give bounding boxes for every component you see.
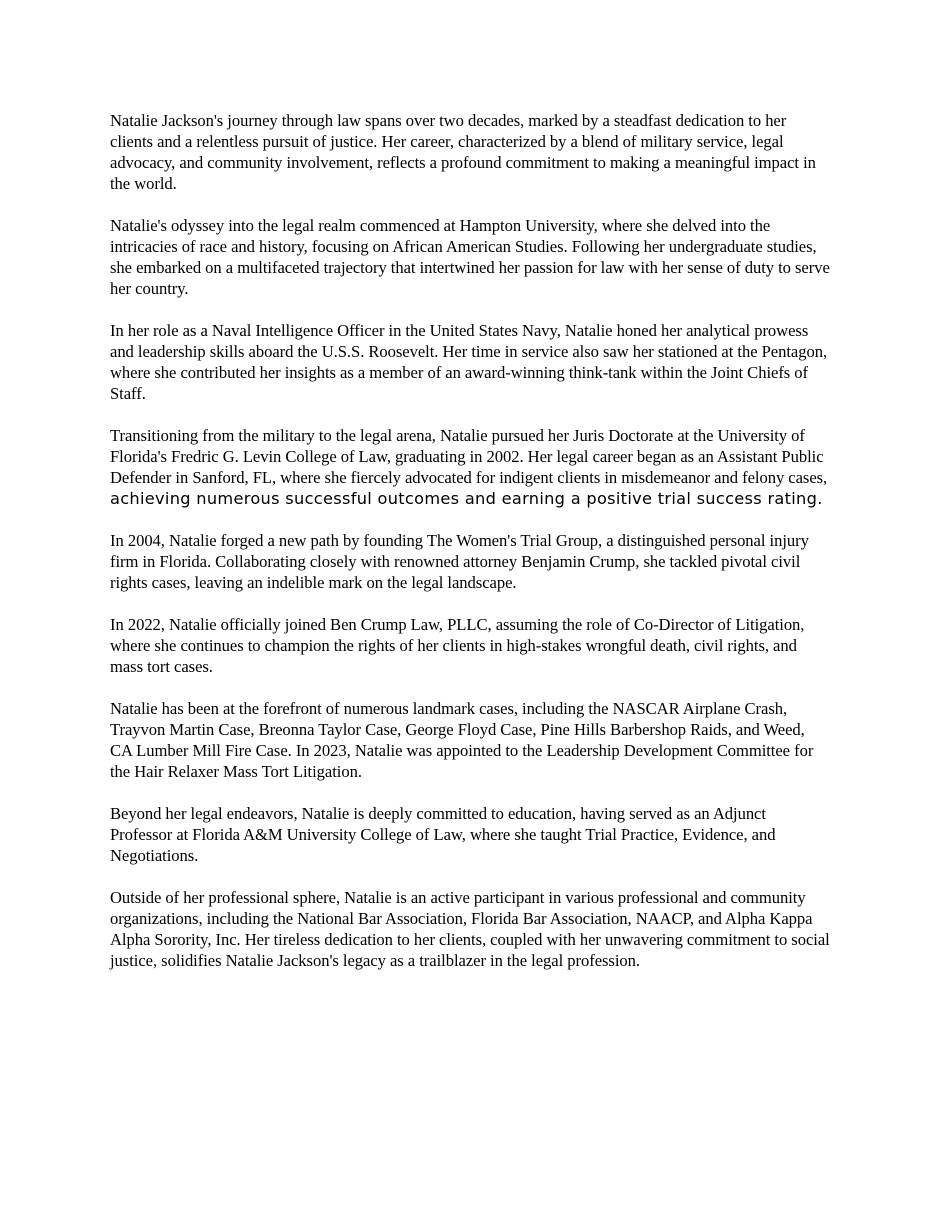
paragraph-law-school bbox=[110, 425, 830, 509]
paragraph-community: Outside of her professional sphere, Natalie is an active participant in various professional and community organizations, including the National Bar Association, Florida Bar Association, NAACP, and Alpha Kappa Alpha Sorority, Inc. Her tireless dedication to her clients, coupled with her unwavering commitment to social justice, solidifies Natalie Jackson's legacy as a trailblazer in the legal profession. bbox=[110, 888, 830, 970]
paragraph-law-school-sans-tail: achieving numerous successful outcomes and earning a positive trial success rating. bbox=[110, 489, 823, 508]
paragraph-education: Natalie's odyssey into the legal realm commenced at Hampton University, where she delved into the intricacies of race and history, focusing on African American Studies. Following her undergraduate studies, she embarked on a multifaceted trajectory that intertwined her passion for law with her sense of duty to serve her country. bbox=[110, 216, 830, 298]
paragraph-trial-group: In 2004, Natalie forged a new path by founding The Women's Trial Group, a distinguished personal injury firm in Florida. Collaborating closely with renowned attorney Benjamin Crump, she tackled pivotal civil rights cases, leaving an indelible mark on the legal landscape. bbox=[110, 531, 809, 592]
paragraph-landmark-cases: Natalie has been at the forefront of numerous landmark cases, including the NASCAR Airplane Crash, Trayvon Martin Case, Breonna Taylor Case, George Floyd Case, Pine Hills Barbershop Raids, and Weed, CA Lumber Mill Fire Case. In 2023, Natalie was appointed to the Leadership Development Committee for the Hair Relaxer Mass Tort Litigation. bbox=[110, 699, 814, 781]
paragraph-teaching: Beyond her legal endeavors, Natalie is deeply committed to education, having served as an Adjunct Professor at Florida A&M University College of Law, where she taught Trial Practice, Evidence, and Negotiations. bbox=[110, 804, 776, 865]
paragraph-ben-crump: In 2022, Natalie officially joined Ben Crump Law, PLLC, assuming the role of Co-Director of Litigation, where she continues to champion the rights of her clients in high-stakes wrongful death, civil rights, and mass tort cases. bbox=[110, 615, 805, 676]
paragraph-navy: In her role as a Naval Intelligence Officer in the United States Navy, Natalie honed her analytical prowess and leadership skills aboard the U.S.S. Roosevelt. Her time in service also saw her stationed at the Pentagon, where she contributed her insights as a member of an award-winning think-tank within the Joint Chiefs of Staff. bbox=[110, 321, 828, 403]
document-page bbox=[110, 110, 830, 992]
paragraph-intro: Natalie Jackson's journey through law spans over two decades, marked by a steadfast dedication to her clients and a relentless pursuit of justice. Her career, characterized by a blend of military service, legal advocacy, and community involvement, reflects a profound commitment to making a meaningful impact in the world. bbox=[110, 111, 816, 193]
paragraph-law-school-text: Transitioning from the military to the legal arena, Natalie pursued her Juris Doctorate at the University of Florida's Fredric G. Levin College of Law, graduating in 2002. Her legal career began as an Assistant Public Defender in Sanford, FL, where she fiercely advocated for indigent clients in misdemeanor and felony cases, bbox=[110, 426, 828, 487]
